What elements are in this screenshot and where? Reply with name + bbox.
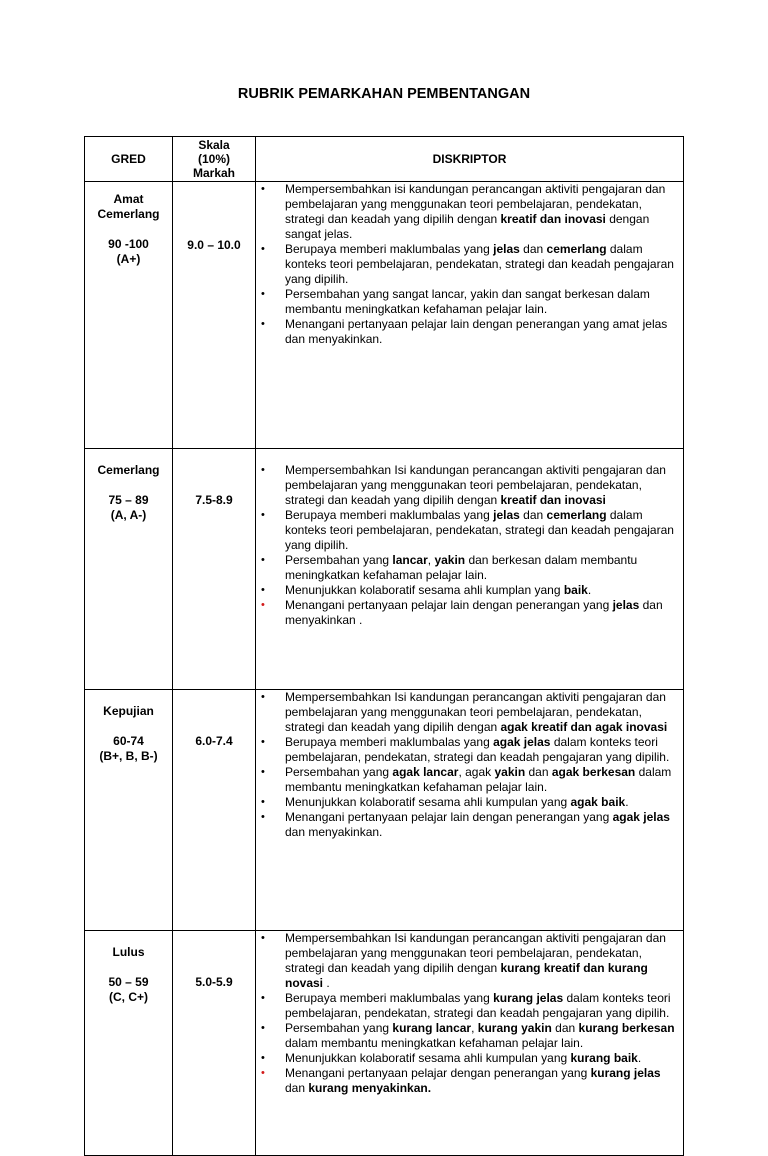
descriptor-list <box>256 931 683 1098</box>
descriptor-emphasis: cemerlang <box>546 508 607 522</box>
table-row <box>85 931 684 1156</box>
descriptor-bullet <box>256 242 677 287</box>
descriptor-emphasis: kreatif dan inovasi <box>500 493 606 507</box>
descriptor-emphasis: kurang jelas <box>590 1066 661 1080</box>
descriptor-text: Mempersembahkan Isi kandungan perancangan aktiviti pengajaran dan pembelajaran yang menggunakan teori pembelajaran, pendekatan, strategi dan keadah yang dipilih dengan <box>285 463 666 507</box>
descriptor-text: dalam konteks teori pembelajaran, pendekatan, strategi dan keadah pengajaran yang dipilih. <box>285 991 671 1020</box>
descriptor-text: Persembahan yang <box>285 1021 393 1035</box>
descriptor-emphasis: jelas <box>612 598 640 612</box>
descriptor-text: dan menyakinkan. <box>285 825 383 839</box>
descriptor-bullet <box>256 182 677 242</box>
descriptor-text: dalam konteks teori pembelajaran, pendekatan, strategi dan keadah pengajaran yang dipilih. <box>285 242 674 286</box>
header-diskriptor: DISKRIPTOR <box>256 137 684 182</box>
descriptor-emphasis: jelas <box>493 508 520 522</box>
descriptor-text: Menangani pertanyaan pelajar dengan penerangan yang <box>285 1066 591 1080</box>
descriptor-emphasis: lancar <box>392 553 428 567</box>
grade-cell <box>85 690 173 931</box>
table-row <box>85 449 684 690</box>
descriptor-bullet <box>256 1051 677 1066</box>
grade-name: Amat Cemerlang <box>97 192 160 221</box>
descriptor-text: Berupaya memberi maklumbalas yang <box>285 991 494 1005</box>
descriptor-emphasis: agak jelas <box>612 810 670 824</box>
descriptor-text: dan <box>285 1081 309 1095</box>
page-title: RUBRIK PEMARKAHAN PEMBENTANGAN <box>237 86 531 102</box>
descriptor-emphasis: agak lancar <box>392 765 459 779</box>
descriptor-text: Persembahan yang <box>285 765 393 779</box>
descriptor-text: dalam konteks teori pembelajaran, pendekatan, strategi dan keadah pengajaran yang dipilih. <box>285 735 670 764</box>
rubric-table <box>84 136 684 1156</box>
descriptor-bullet <box>256 690 677 735</box>
descriptor-emphasis: kurang yakin <box>477 1021 552 1035</box>
descriptor-text: . <box>323 976 330 990</box>
descriptor-bullet <box>256 598 677 628</box>
descriptor-text: dalam membantu meningkatkan kefahaman pelajar lain. <box>285 765 672 794</box>
descriptor-emphasis: jelas <box>493 242 520 256</box>
descriptor-text: dengan sangat jelas. <box>285 212 650 241</box>
descriptor-emphasis: yakin <box>494 765 526 779</box>
descriptor-emphasis: kurang jelas <box>493 991 564 1005</box>
descriptor-bullet <box>256 317 677 347</box>
descriptor-emphasis: agak berkesan <box>551 765 636 779</box>
descriptor-emphasis: yakin <box>434 553 466 567</box>
descriptor-text: dalam membantu meningkatkan kefahaman pelajar lain. <box>285 1036 584 1050</box>
descriptor-text: . <box>625 795 629 809</box>
descriptor-cell <box>256 931 684 1156</box>
descriptor-emphasis: agak jelas <box>493 735 551 749</box>
descriptor-text: Berupaya memberi maklumbalas yang <box>285 242 494 256</box>
grade-range: 90 -100 <box>108 237 149 251</box>
descriptor-text: Mempersembahkan Isi kandungan perancangan aktiviti pengajaran dan pembelajaran yang menggunakan teori pembelajaran, pendekatan, strategi dan keadah yang dipilih dengan <box>285 931 666 975</box>
descriptor-emphasis: cemerlang <box>546 242 607 256</box>
header-skala-line1: Skala <box>198 138 230 152</box>
descriptor-bullet <box>256 508 677 553</box>
descriptor-text: Menangani pertanyaan pelajar lain dengan penerangan yang amat jelas dan menyakinkan. <box>285 317 668 346</box>
descriptor-emphasis: baik <box>563 583 588 597</box>
scale-cell: 7.5-8.9 <box>173 449 256 690</box>
descriptor-text: , agak <box>458 765 495 779</box>
header-skala <box>173 137 256 182</box>
scale-cell: 6.0-7.4 <box>173 690 256 931</box>
descriptor-list <box>256 463 683 630</box>
descriptor-text: dan menyakinkan . <box>285 598 663 627</box>
table-row <box>85 690 684 931</box>
descriptor-emphasis: kurang berkesan <box>578 1021 675 1035</box>
grade-letter: (C, C+) <box>109 990 148 1004</box>
table-row <box>85 182 684 449</box>
descriptor-text: Berupaya memberi maklumbalas yang <box>285 735 494 749</box>
descriptor-text: Menunjukkan kolaboratif sesama ahli kumpulan yang <box>285 1051 571 1065</box>
grade-cell <box>85 182 173 449</box>
descriptor-text: dan <box>519 508 547 522</box>
descriptor-list <box>256 690 683 842</box>
grade-cell <box>85 449 173 690</box>
grade-range: 50 – 59 <box>108 975 149 989</box>
descriptor-cell <box>256 449 684 690</box>
descriptor-emphasis: agak baik <box>570 795 626 809</box>
descriptor-text: Menangani pertanyaan pelajar lain dengan penerangan yang <box>285 598 613 612</box>
descriptor-text: Mempersembahkan isi kandungan perancangan aktiviti pengajaran dan pembelajaran yang menggunakan teori pembelajaran, pendekatan, strategi dan keadah yang dipilih dengan <box>285 182 666 226</box>
descriptor-list <box>256 182 683 349</box>
descriptor-bullet <box>256 1066 677 1096</box>
descriptor-bullet <box>256 287 677 317</box>
descriptor-text: , <box>427 553 435 567</box>
descriptor-cell <box>256 690 684 931</box>
scale-cell: 9.0 – 10.0 <box>173 182 256 449</box>
grade-name: Cemerlang <box>97 463 160 477</box>
descriptor-bullet <box>256 735 677 765</box>
header-skala-line3: Markah <box>192 166 236 180</box>
descriptor-text: Mempersembahkan Isi kandungan perancangan aktiviti pengajaran dan pembelajaran yang menggunakan teori pembelajaran, pendekatan, strategi dan keadah yang dipilih dengan <box>285 690 666 734</box>
descriptor-text: dan <box>519 242 547 256</box>
descriptor-text: Menunjukkan kolaboratif sesama ahli kumpulan yang <box>285 795 571 809</box>
descriptor-bullet <box>256 765 677 795</box>
grade-cell <box>85 931 173 1156</box>
descriptor-bullet <box>256 553 677 583</box>
descriptor-emphasis: agak kreatif dan agak inovasi <box>500 720 668 734</box>
descriptor-text: , <box>471 1021 478 1035</box>
descriptor-text: Persembahan yang sangat lancar, yakin dan sangat berkesan dalam membantu meningkatkan kefahaman pelajar lain. <box>285 287 650 316</box>
descriptor-text: Persembahan yang <box>285 553 393 567</box>
descriptor-bullet <box>256 1021 677 1051</box>
descriptor-bullet <box>256 991 677 1021</box>
grade-name: Lulus <box>112 945 145 959</box>
grade-letter: (B+, B, B-) <box>99 749 158 763</box>
descriptor-text: dan <box>525 765 552 779</box>
descriptor-emphasis: kurang lancar <box>392 1021 472 1035</box>
header-skala-line2: (10%) <box>197 152 230 166</box>
descriptor-text: Menangani pertanyaan pelajar lain dengan penerangan yang <box>285 810 613 824</box>
header-gred: GRED <box>85 137 173 182</box>
descriptor-emphasis: kurang baik <box>570 1051 638 1065</box>
grade-letter: (A+) <box>116 252 141 266</box>
grade-name: Kepujian <box>103 704 154 718</box>
descriptor-text: Berupaya memberi maklumbalas yang <box>285 508 494 522</box>
descriptor-bullet <box>256 810 677 840</box>
descriptor-bullet <box>256 583 677 598</box>
descriptor-text: . <box>637 1051 642 1065</box>
descriptor-bullet <box>256 931 677 991</box>
table-header-row <box>85 137 684 182</box>
descriptor-text: dan berkesan dalam membantu meningkatkan kefahaman pelajar lain. <box>285 553 638 582</box>
grade-letter: (A, A-) <box>110 508 147 522</box>
descriptor-text: . <box>587 583 592 597</box>
descriptor-text: dalam konteks teori pembelajaran, pendekatan, strategi dan keadah pengajaran yang dipilih. <box>285 508 674 552</box>
descriptor-emphasis: kreatif dan inovasi <box>500 212 606 226</box>
descriptor-cell <box>256 182 684 449</box>
descriptor-emphasis: kurang menyakinkan. <box>308 1081 432 1095</box>
descriptor-text: Menunjukkan kolaboratif sesama ahli kumplan yang <box>285 583 564 597</box>
descriptor-bullet <box>256 795 677 810</box>
scale-cell: 5.0-5.9 <box>173 931 256 1156</box>
descriptor-bullet <box>256 463 677 508</box>
grade-range: 75 – 89 <box>108 493 149 507</box>
descriptor-text: dan <box>551 1021 579 1035</box>
descriptor-emphasis: kurang kreatif dan kurang novasi <box>285 961 648 990</box>
grade-range: 60-74 <box>113 734 144 748</box>
